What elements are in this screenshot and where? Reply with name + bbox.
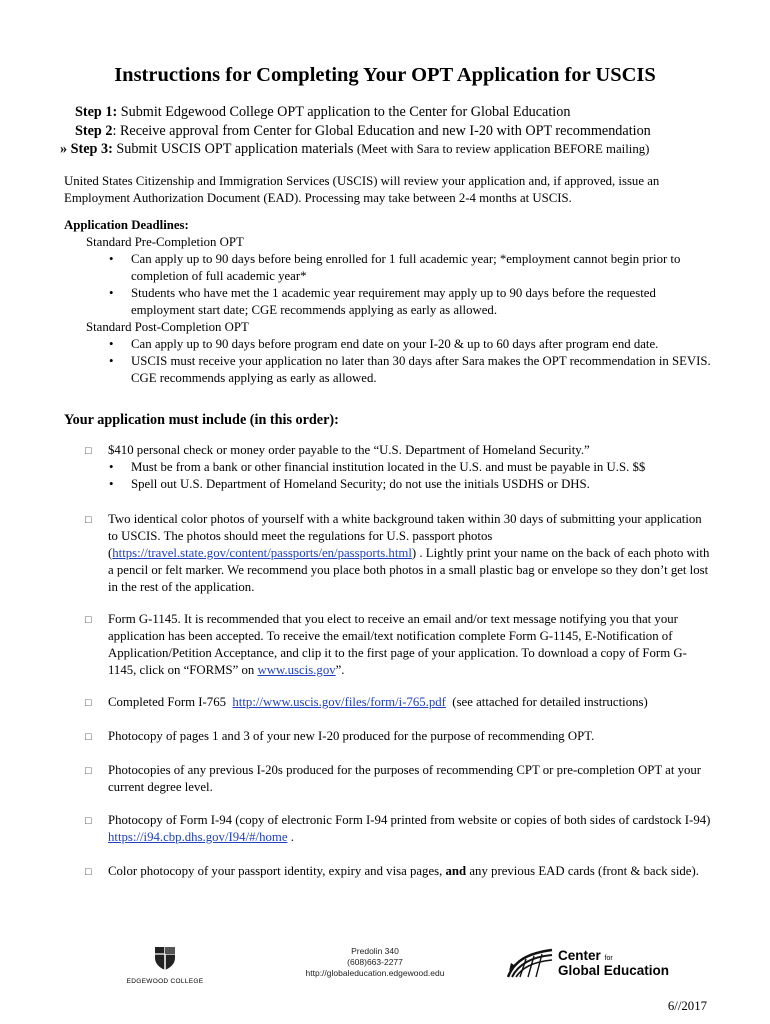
passport-text: Color photocopy of your passport identity, expiry and visa pages,: [108, 864, 446, 878]
step-3-note: (Meet with Sara to review application BEFORE mailing): [356, 142, 650, 156]
post-completion-label: Standard Post-Completion OPT: [86, 320, 249, 334]
requirement-text: [108, 863, 714, 880]
list-item: • USCIS must receive your application no later than 30 days after Sara makes the OPT recommendation in SEVIS. CGE recommends applying as early as allowed.: [131, 353, 714, 387]
passport-text-end: any previous EAD cards (front & back side).: [466, 864, 699, 878]
document-date: 6//2017: [667, 999, 707, 1013]
requirement-passport: [64, 863, 714, 880]
requirement-text: Photocopy of pages 1 and 3 of your new I-20 produced for the purpose of recommending OPT.: [108, 729, 595, 743]
requirement-text: Photocopies of any previous I-20s produced for the purposes of recommending CPT or pre-completion OPT at your current degree level.: [108, 763, 702, 794]
step-2-label: Step 2: [75, 122, 113, 139]
requirement-previous-i20: [64, 762, 714, 796]
requirement-text: [108, 611, 714, 679]
uscis-link[interactable]: www.uscis.gov: [257, 663, 336, 677]
i765-text: Completed Form I-765: [108, 695, 233, 709]
address-line: Predolin 340: [351, 946, 399, 956]
checkbox-icon: □: [85, 445, 92, 457]
g1145-text-end: ”.: [335, 663, 345, 677]
step-3-label: Step 3:: [70, 141, 113, 157]
step-2: [60, 122, 651, 141]
i765-link[interactable]: http://www.uscis.gov/files/form/i-765.pdf: [232, 695, 446, 709]
photos-text: Two identical color photos of yourself with a white background taken within 30 days of submitting your application to USCIS. The photos should meet the regulations for U.S. passport photos (: [108, 512, 702, 560]
intro-paragraph: United States Citizenship and Immigration Services (USCIS) will review your application and, if approved, issue an Employment Authorization Document (EAD). Processing may take between 2-4 months at USCIS.: [64, 174, 660, 205]
step-3: [60, 140, 651, 159]
checkbox-icon: □: [85, 514, 92, 526]
deadlines-section: [64, 217, 714, 387]
requirement-text: [108, 694, 714, 711]
cge-logo: [506, 947, 676, 981]
step-1-label: Step 1:: [75, 104, 118, 120]
footer-address: [290, 946, 460, 979]
i94-text: Photocopy of Form I-94 (copy of electronic Form I-94 printed from website or copies of both sides of cardstock I-94): [108, 813, 711, 827]
checkbox-icon: □: [85, 731, 92, 743]
requirement-i94: [64, 812, 714, 846]
requirement-photos: [64, 511, 714, 596]
cge-name-line2: Global Education: [558, 963, 670, 978]
pre-completion-label: Standard Pre-Completion OPT: [86, 235, 244, 249]
edgewood-college-logo: [124, 945, 206, 985]
checkbox-icon: □: [85, 866, 92, 878]
i94-link[interactable]: https://i94.cbp.dhs.gov/I94/#/home: [108, 830, 288, 844]
list-item: • Can apply up to 90 days before being enrolled for 1 full academic year; *employment cannot begin prior to completion of full academic year*: [131, 251, 714, 285]
requirement-i20: [64, 728, 714, 745]
step-2-text: : Receive approval from Center for Global Education and new I-20 with OPT recommendation: [112, 122, 651, 139]
shield-icon: [152, 945, 178, 971]
step-1: [60, 103, 651, 122]
college-name: EDGEWOOD COLLEGE: [126, 978, 204, 985]
post-completion-list: [64, 336, 714, 387]
fee-list: [64, 459, 714, 493]
g1145-text: Form G-1145. It is recommended that you elect to receive an email and/or text message notifying you that your application has been accepted. To receive the email/text notification complete Form G-1145, E-Notification of Application/Petition Acceptance, and clip it to the first page of your application. To download a copy of Form G-1145, click on “FORMS” on: [108, 612, 687, 677]
steps-list: [60, 103, 651, 159]
requirement-text: $410 personal check or money order payable to the “U.S. Department of Homeland Security.”: [108, 443, 590, 457]
step-1-text: Submit Edgewood College OPT application to the Center for Global Education: [117, 104, 571, 120]
deadlines-heading: Application Deadlines:: [64, 218, 189, 232]
checkbox-icon: □: [85, 697, 92, 709]
list-item: • Can apply up to 90 days before program end date on your I-20 & up to 60 days after program end date.: [131, 336, 714, 353]
page-title: Instructions for Completing Your OPT Application for USCIS: [114, 64, 656, 86]
requirement-fee: [64, 442, 714, 493]
list-item: • Spell out U.S. Department of Homeland Security; do not use the initials USDHS or DHS.: [131, 476, 714, 493]
phone-line: (608)663-2277: [347, 957, 403, 967]
cge-for: for: [604, 955, 613, 962]
passport-photo-link[interactable]: https://travel.state.gov/content/passports/en/passports.html: [112, 546, 412, 560]
checkbox-icon: □: [85, 765, 92, 777]
website-line: http://globaleducation.edgewood.edu: [305, 968, 445, 978]
passport-bold: and: [445, 864, 467, 878]
cge-name-line1: [558, 948, 613, 963]
pre-completion-list: [64, 251, 714, 319]
list-item: • Must be from a bank or other financial institution located in the U.S. and must be payable in U.S. $$: [131, 459, 714, 476]
globe-arcs-icon: [506, 947, 556, 979]
checkbox-icon: □: [85, 614, 92, 626]
checkbox-icon: □: [85, 815, 92, 827]
photos-text-end: ) . Lightly print your name on the back of each photo with a pencil or felt marker. We recommend you place both photos in a small plastic bag or envelope so they don’t get lost in the rest of the application.: [108, 546, 710, 594]
i94-text-end: .: [287, 830, 294, 844]
i765-text-end: (see attached for detailed instructions): [445, 695, 648, 709]
requirement-text: [108, 812, 714, 846]
step-3-prefix: »: [60, 141, 71, 157]
cge-center: Center: [558, 948, 601, 963]
requirement-i765: [64, 694, 714, 711]
must-include-heading: Your application must include (in this order):: [64, 412, 339, 428]
step-3-text: Submit USCIS OPT application materials: [112, 141, 357, 157]
requirement-g1145: [64, 611, 714, 679]
requirement-text: [108, 511, 714, 596]
list-item: • Students who have met the 1 academic year requirement may apply up to 90 days before the requested employment start date; CGE recommends applying as early as allowed.: [131, 285, 714, 319]
